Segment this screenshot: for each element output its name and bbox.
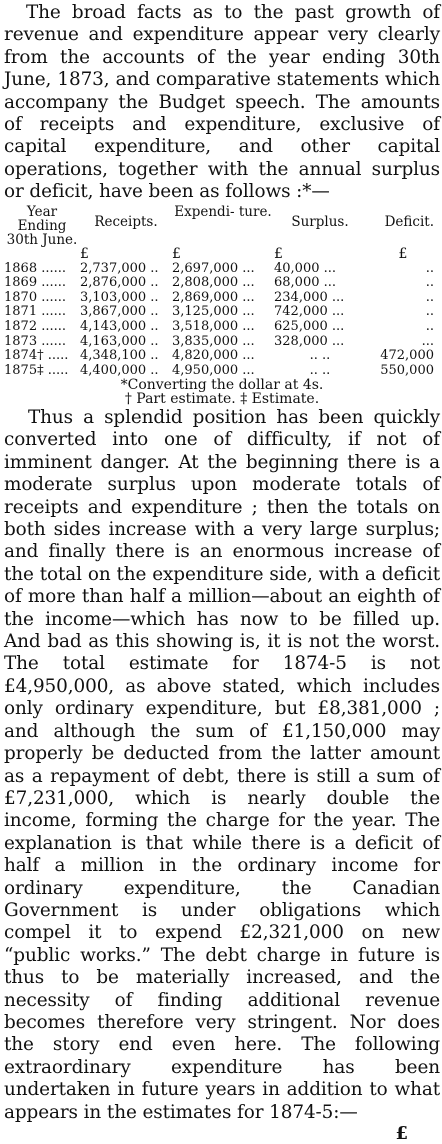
cell-deficit: .. [425, 275, 434, 291]
cell-expenditure: 2,808,000 ... [172, 275, 255, 291]
cell-surplus: .. .. [309, 348, 331, 364]
cell-expenditure: 3,518,000 ... [172, 318, 255, 334]
cell-year: 1875‡ ..... [4, 362, 69, 378]
cell-year: 1873 ...... [4, 333, 67, 349]
unit-expenditure: £ [172, 245, 181, 262]
analysis-paragraph: Thus a splendid position has been quickly converted into one of difficulty, if not of imminent danger. At the beginning there is a moderate surplus upon moderate totals of receipts and expenditure ; then the totals on both sides increase with a very large surplus; and finally there is an enormous increase of the total on the expenditure side, with a deficit of more than half a million—about an eighth of the income—which has now to be filled up. And bad as this showing is, it is not the worst. The total estimate for 1874-5 is not £4,950,000, as above stated, which includes only ordinary expenditure, but £8,381,000 ; and although the sum of £1,150,000 may properly be deducted from the latter amount as a repayment of debt, there is still a sum of £7,231,000, which is nearly double the income, forming the charge for the year. The explanation is that while there is a deficit of half a million in the ordinary income for ordinary expenditure, the Canadian Government is under obligations which compel it to expend £2,321,000 on new “public works.” The debt charge in future is thus to be materially increased, and the necessity of finding additional revenue becomes therefore very stringent. Nor does the story end even here. The following extraordinary expenditure has been undertaken in future years in addition to what appears in the estimates for 1874-5:— [4, 407, 440, 1123]
trailing-pound-sign: £ [395, 1123, 408, 1144]
unit-blank [4, 247, 80, 262]
table-row [4, 320, 440, 335]
table-row [4, 305, 440, 320]
estimate-note: † Part estimate. ‡ Estimate. [124, 391, 320, 407]
cell-receipts: 3,867,000 .. [80, 304, 159, 320]
cell-deficit: .. [425, 304, 434, 320]
cell-expenditure: 3,835,000 ... [172, 333, 255, 349]
table-row [4, 276, 440, 291]
table-row [4, 349, 440, 364]
cell-year: 1868 ...... [4, 260, 67, 276]
cell-year: 1872 ...... [4, 318, 67, 334]
header-receipts: Receipts. [94, 213, 158, 230]
cell-deficit: ... [421, 333, 434, 349]
intro-paragraph: The broad facts as to the past growth of revenue and expenditure appear very clearly from the accounts of the year ending 30th June, 1873, and comparative statements which accompany the Budget speech. The amounts of receipts and expenditure, exclusive of capital expenditure, and other capital operations, together with the annual surplus or deficit, have been as follows :*— [4, 2, 440, 203]
cell-surplus: .. .. [309, 362, 331, 378]
cell-year: 1874† ..... [4, 348, 69, 364]
unit-row [4, 247, 440, 262]
cell-deficit: .. [425, 260, 434, 276]
cell-expenditure: 4,950,000 ... [172, 362, 255, 378]
cell-receipts: 4,143,000 .. [80, 318, 159, 334]
cell-deficit: 472,000 [380, 348, 434, 364]
unit-surplus: £ [274, 245, 283, 262]
cell-year: 1871 ...... [4, 304, 67, 320]
cell-year: 1870 ...... [4, 289, 67, 305]
table-row [4, 290, 440, 305]
cell-expenditure: 4,820,000 ... [172, 348, 255, 364]
cell-surplus: 328,000 ... [274, 333, 345, 349]
cell-deficit: 550,000 [380, 362, 434, 378]
cell-surplus: 68,000 ... [274, 275, 337, 291]
cell-expenditure: 2,697,000 ... [172, 260, 255, 276]
table-row [4, 261, 440, 276]
revenue-expenditure-table [4, 205, 440, 378]
header-expenditure: Expendi- ture. [174, 203, 272, 220]
cell-surplus: 625,000 ... [274, 318, 345, 334]
cell-receipts: 2,876,000 .. [80, 275, 159, 291]
cell-year: 1869 ...... [4, 275, 67, 291]
cell-surplus: 40,000 ... [274, 260, 337, 276]
unit-deficit: £ [398, 245, 408, 262]
cell-receipts: 4,348,100 .. [80, 348, 159, 364]
cell-surplus: 234,000 ... [274, 289, 345, 305]
cell-deficit: .. [425, 318, 434, 334]
unit-receipts: £ [80, 245, 89, 262]
table-row [4, 334, 440, 349]
conversion-note: *Converting the dollar at 4s. [120, 377, 324, 393]
cell-expenditure: 2,869,000 ... [172, 289, 255, 305]
header-deficit: Deficit. [384, 213, 434, 230]
header-year: Year Ending 30th June. [6, 203, 78, 248]
table-header-row [4, 205, 440, 247]
header-surplus: Surplus. [291, 213, 349, 230]
cell-receipts: 3,103,000 .. [80, 289, 159, 305]
cell-deficit: .. [425, 289, 434, 305]
cell-receipts: 4,400,000 .. [80, 362, 159, 378]
cell-receipts: 4,163,000 .. [80, 333, 159, 349]
table-row [4, 363, 440, 378]
cell-surplus: 742,000 ... [274, 304, 345, 320]
cell-expenditure: 3,125,000 ... [172, 304, 255, 320]
cell-receipts: 2,737,000 .. [80, 260, 159, 276]
